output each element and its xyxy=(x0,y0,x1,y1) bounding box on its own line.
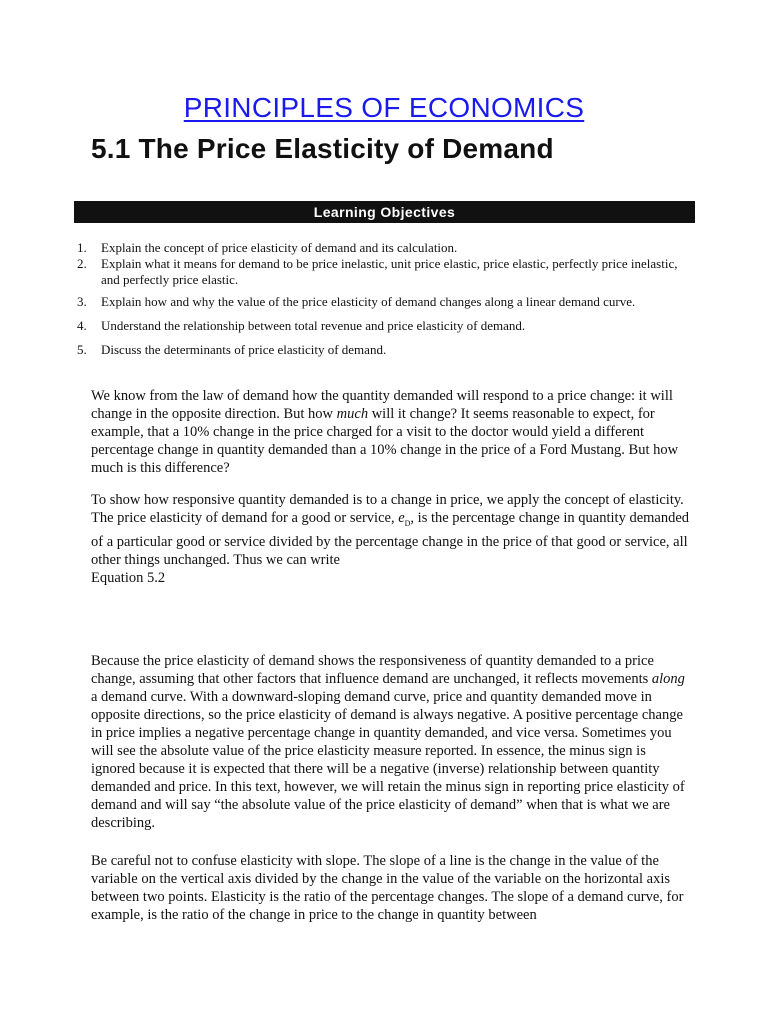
list-item-number: 2. xyxy=(77,256,87,271)
paragraph-law-of-demand xyxy=(91,387,691,477)
list-item-number: 3. xyxy=(77,294,87,309)
text-run: a demand curve. With a downward-sloping demand curve, price and quantity demanded move in opposite directions, so the price elasticity of demand is always negative. A positive percentage change in price implies a negative percentage change in quantity demanded, and vice versa. Sometimes you will see the absolute value of the price elasticity measure reported. In essence, the minus sign is ignored because it is expected that there will be a negative (inverse) relationship between quantity demanded and price. In this text, however, we will retain the minus sign in reporting price elasticity of demand and will say “the absolute value of the price elasticity of demand” when that is what we are describing. xyxy=(91,689,685,831)
elasticity-subscript: D xyxy=(404,518,411,528)
text-run: We know from the law of demand how the quantity demanded will respond to a price change: it will change in the opposite direction. But how xyxy=(91,388,673,422)
list-item xyxy=(77,294,697,310)
section-title: 5.1 The Price Elasticity of Demand xyxy=(91,133,554,164)
equation-label: Equation 5.2 xyxy=(91,569,166,586)
list-item-text: Understand the relationship between total revenue and price elasticity of demand. xyxy=(101,318,526,333)
list-item xyxy=(77,256,697,288)
list-item-text: Explain how and why the value of the price elasticity of demand changes along a linear demand curve. xyxy=(101,294,636,309)
text-run: To show how responsive quantity demanded is to a change in price, we apply the concept of elasticity. The price elasticity of demand for a good or service, xyxy=(91,492,684,526)
list-item-number: 4. xyxy=(77,318,87,333)
course-title-link[interactable]: PRINCIPLES OF ECONOMICS xyxy=(183,92,585,123)
list-item xyxy=(77,318,697,334)
learning-objectives-heading: Learning Objectives xyxy=(74,201,695,223)
list-item-text: Explain what it means for demand to be price inelastic, unit price elastic, price elastic, perfectly price inelastic, and perfectly price elastic. xyxy=(101,256,678,287)
paragraph-elasticity-definition xyxy=(91,491,691,587)
paragraph-elasticity-vs-slope xyxy=(91,852,691,924)
paragraph-negative-elasticity xyxy=(91,652,691,832)
text-run: will it change? It seems reasonable to expect, for example, that a 10% change in the price charged for a visit to the doctor would yield a different percentage change in quantity demanded than a 10% change in the price of a Ford Mustang. But how much is this difference? xyxy=(91,406,679,476)
learning-objectives-list xyxy=(77,240,697,358)
text-run: , is the percentage change in quantity demanded of a particular good or service divided by the percentage change in the price of that good or service, all other things unchanged. Thus we can write xyxy=(91,510,690,568)
list-item-text: Explain the concept of price elasticity of demand and its calculation. xyxy=(101,240,458,255)
emphasis: along xyxy=(651,671,685,687)
text-run: Because the price elasticity of demand shows the responsiveness of quantity demanded to a price change, assuming that other factors that influence demand are unchanged, it reflects movements xyxy=(91,653,654,687)
elasticity-symbol: e xyxy=(398,510,405,526)
list-item xyxy=(77,342,697,358)
list-item-number: 5. xyxy=(77,342,87,357)
list-item-number: 1. xyxy=(77,240,87,255)
text-run: Be careful not to confuse elasticity with slope. The slope of a line is the change in the value of the variable on the vertical axis divided by the change in the value of the variable on the horizontal axis between two points. Elasticity is the ratio of the percentage changes. The slope of a demand curve, for example, is the ratio of the change in price to the change in quantity between xyxy=(91,853,684,923)
emphasis: much xyxy=(336,406,369,422)
list-item xyxy=(77,240,697,256)
list-item-text: Discuss the determinants of price elasticity of demand. xyxy=(101,342,387,357)
